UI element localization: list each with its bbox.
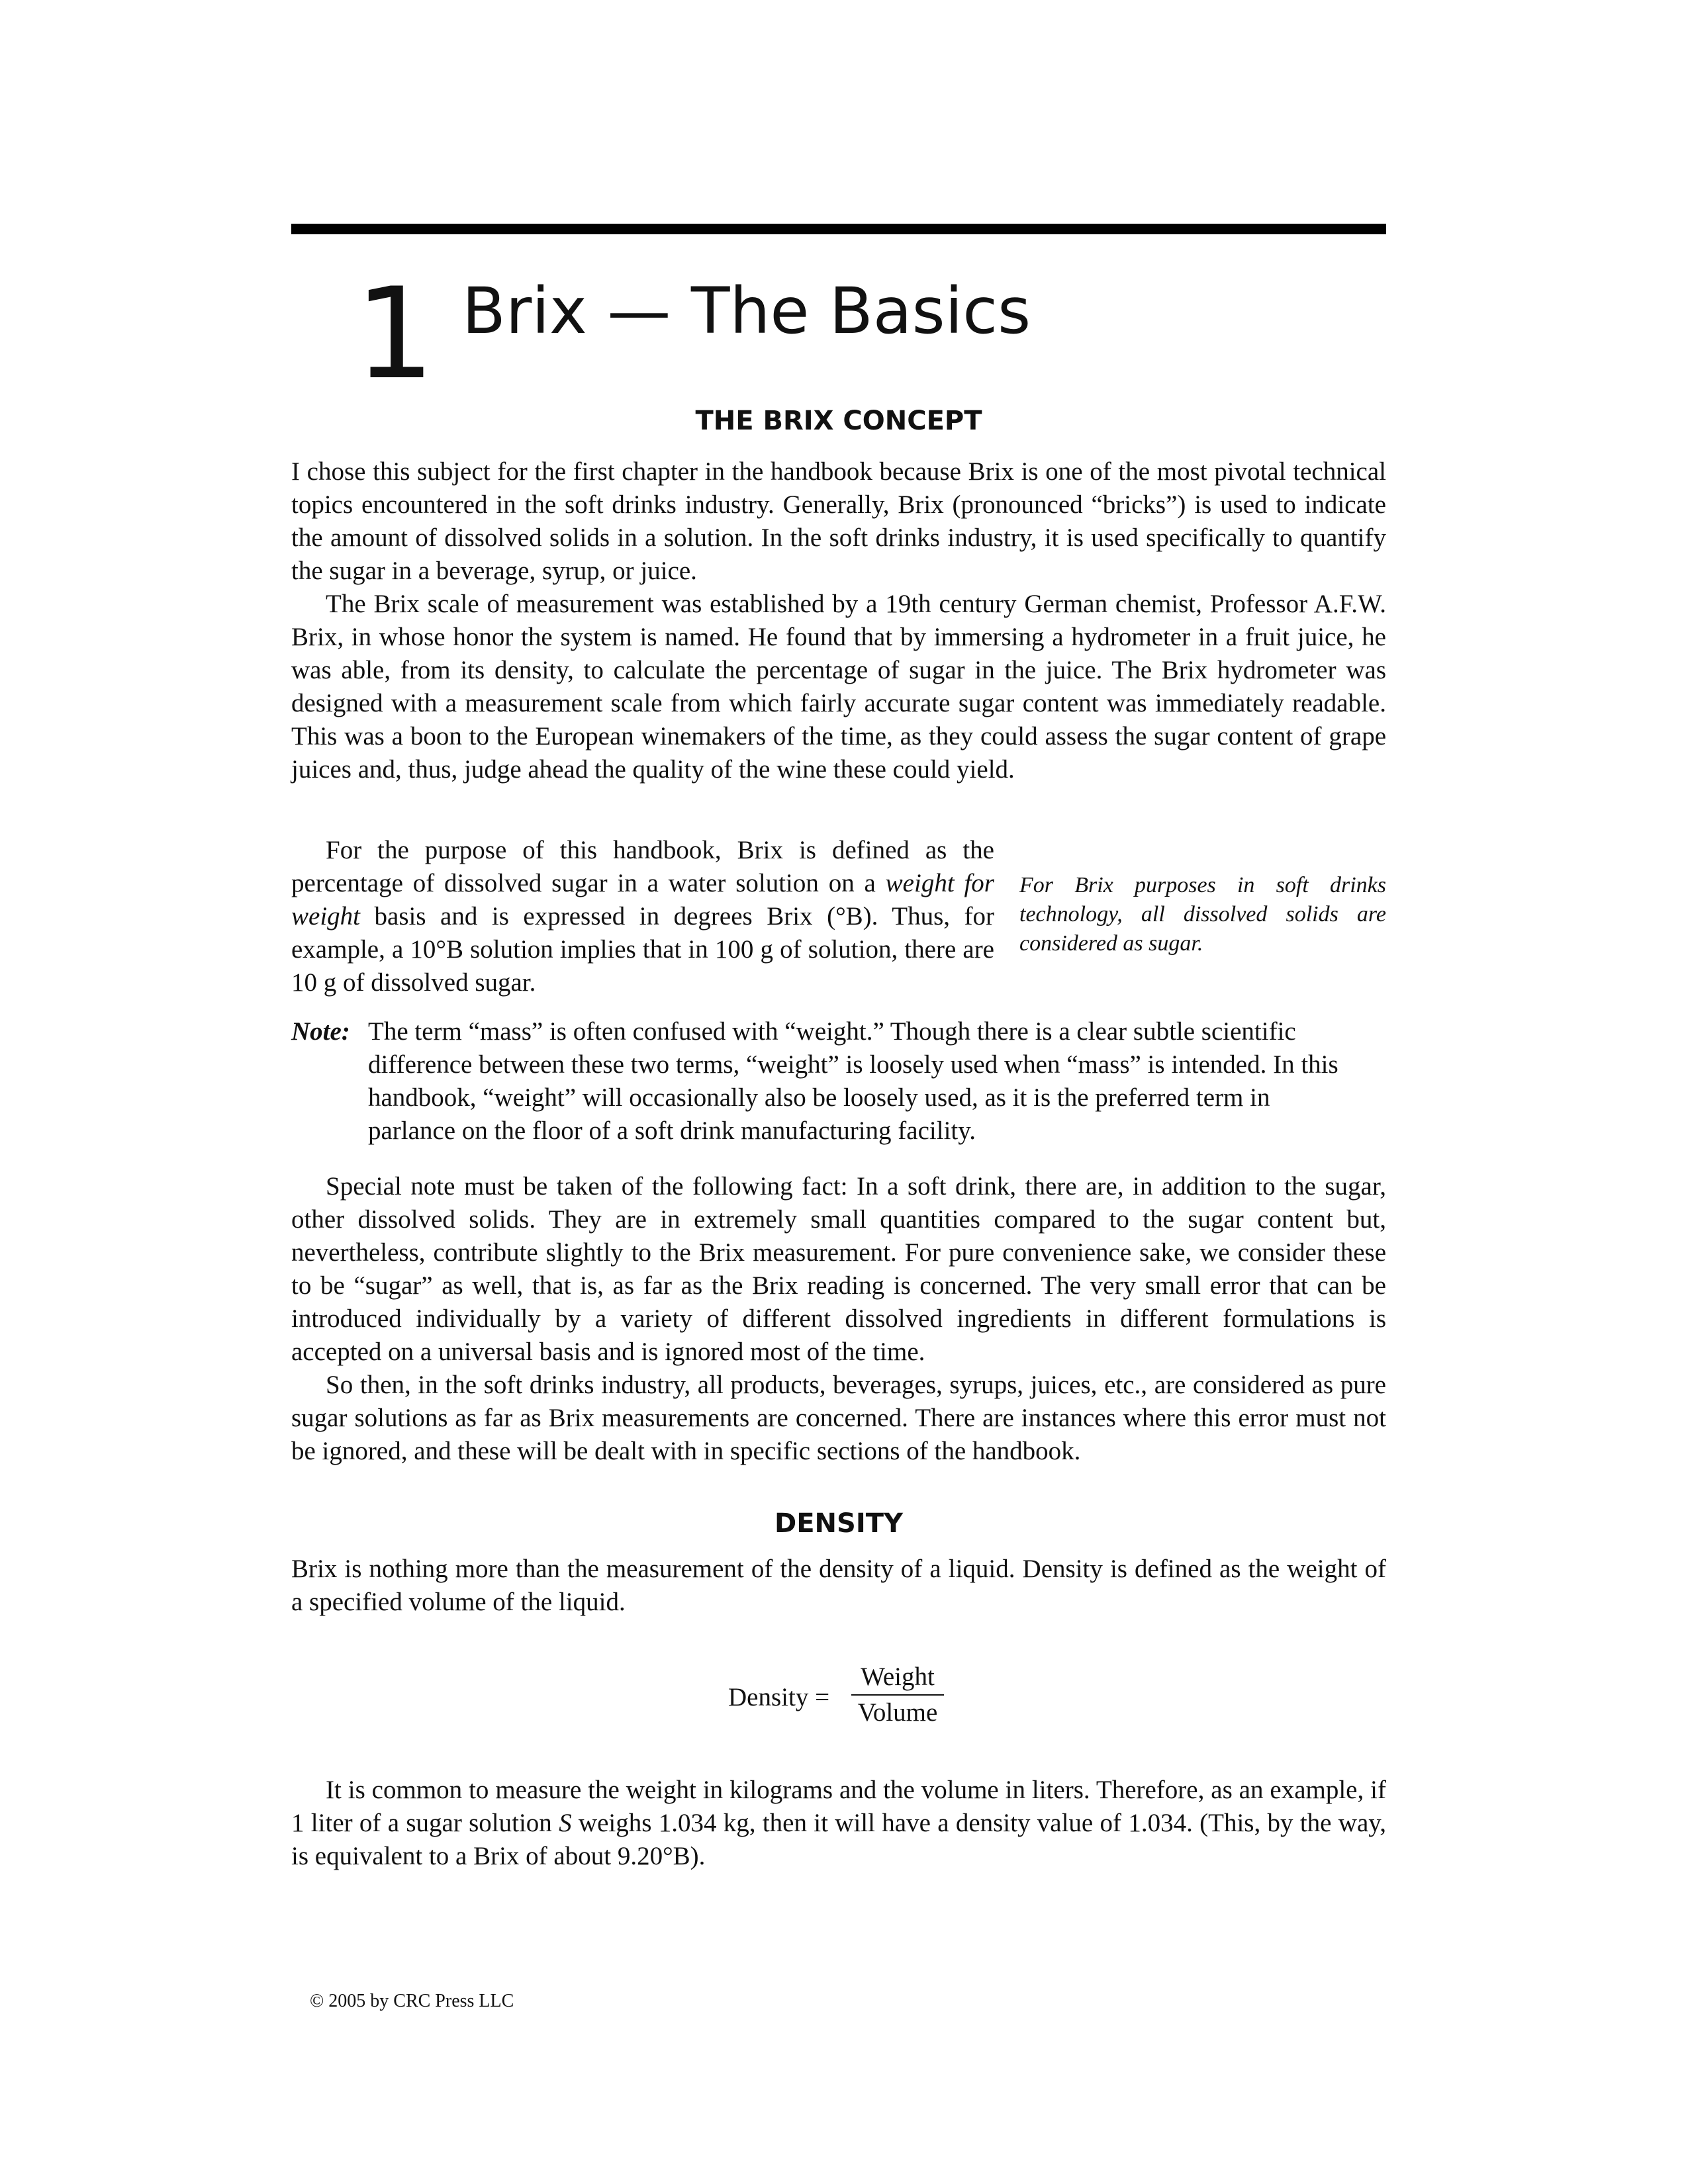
density-example	[291, 1774, 1386, 1873]
density-intro	[291, 1553, 1386, 1619]
paragraph-3	[291, 834, 994, 999]
paragraph-3-part-b: basis and is expressed in degrees Brix (°B). Thus, for example, a 10°B solution implies that in 100 g of solution, there are 10 g of dissolved sugar.	[291, 902, 994, 997]
equation-denominator: Volume	[857, 1698, 938, 1727]
paragraph-5: So then, in the soft drinks industry, all products, beverages, syrups, juices, etc., are considered as pure sugar solutions as far as Brix measurements are concerned. There are instances where this error must not be ignored, and these will be dealt with in specific sections of the handbook.	[291, 1371, 1386, 1465]
margin-note: For Brix purposes in soft drinks technology, all dissolved solids are considered as sugar.	[1019, 873, 1386, 956]
brix-concept-intro	[291, 455, 1386, 786]
equation-fraction	[851, 1661, 944, 1729]
variable-s: S	[559, 1809, 572, 1837]
equation-numerator: Weight	[861, 1662, 935, 1691]
note-label: Note:	[291, 1017, 350, 1046]
definition-with-margin-note	[291, 834, 1386, 1006]
brix-concept-continued	[291, 1170, 1386, 1468]
chapter-heading	[291, 261, 1386, 407]
paragraph-2: The Brix scale of measurement was established by a 19th century German chemist, Professor A.F.W. Brix, in whose honor the system is named. He found that by immersing a hydrometer in a fruit juice, he was able, from its density, to calculate the percentage of sugar in the juice. The Brix hydrometer was designed with a measurement scale from which fairly accurate sugar content was immediately readable. This was a boon to the European winemakers of the time, as they could assess the sugar content of grape juices and, thus, judge ahead the quality of the wine these could yield.	[291, 590, 1386, 784]
section-heading-density: DENSITY	[774, 1508, 903, 1539]
copyright-footer: © 2005 by CRC Press LLC	[310, 1991, 514, 2011]
density-paragraph-1: Brix is nothing more than the measurement of the density of a liquid. Density is defined as the weight of a specified volume of the liquid.	[291, 1555, 1386, 1616]
density-paragraph-2-part-a: It is common to measure the weight in kilograms and the volume in liters. Therefore, as an example, if 1 liter of a sugar solution	[291, 1776, 1386, 1837]
equation-lhs: Density =	[728, 1683, 830, 1711]
weight-for-weight-emphasis: weight for weight	[291, 869, 994, 931]
paragraph-1: I chose this subject for the first chapter in the handbook because Brix is one of the most pivotal technical topics encountered in the soft drinks industry. Generally, Brix (pronounced “bricks”) is used to indicate the amount of dissolved solids in a solution. In the soft drinks industry, it is used specifically to quantify the sugar in a beverage, syrup, or juice.	[291, 457, 1386, 585]
paragraph-3-part-a: For the purpose of this handbook, Brix is defined as the percentage of dissolved sugar in a water solution on a	[291, 836, 994, 897]
chapter-number: 1	[355, 261, 432, 407]
chapter-title: Brix — The Basics	[462, 274, 1031, 348]
paragraph-4: Special note must be taken of the following fact: In a soft drink, there are, in addition to the sugar, other dissolved solids. They are in extremely small quantities compared to the sugar content but, nevertheless, contribute slightly to the Brix measurement. For pure convenience sake, we consider these to be “sugar” as well, that is, as far as the Brix reading is concerned. The very small error that can be introduced individually by a variety of different dissolved ingredients in different formulations is accepted on a universal basis and is ignored most of the time.	[291, 1172, 1386, 1366]
definition-paragraph-column	[291, 834, 994, 999]
density-paragraph-2-part-b: weighs 1.034 kg, then it will have a density value of 1.034. (This, by the way, is equivalent to a Brix of about 9.20°B).	[291, 1809, 1386, 1870]
note-block	[291, 1015, 1350, 1148]
section-heading-brix-concept: THE BRIX CONCEPT	[695, 406, 982, 436]
note-text: The term “mass” is often confused with “weight.” Though there is a clear subtle scientific difference between these two terms, “weight” is loosely used when “mass” is intended. In this handbook, “weight” will occasionally also be loosely used, as it is the preferred term in parlance on the floor of a soft drink manufacturing facility.	[368, 1017, 1338, 1145]
chapter-top-rule	[291, 224, 1386, 234]
density-paragraph-2	[291, 1774, 1386, 1873]
density-equation	[728, 1661, 993, 1734]
fraction-bar	[851, 1694, 944, 1696]
